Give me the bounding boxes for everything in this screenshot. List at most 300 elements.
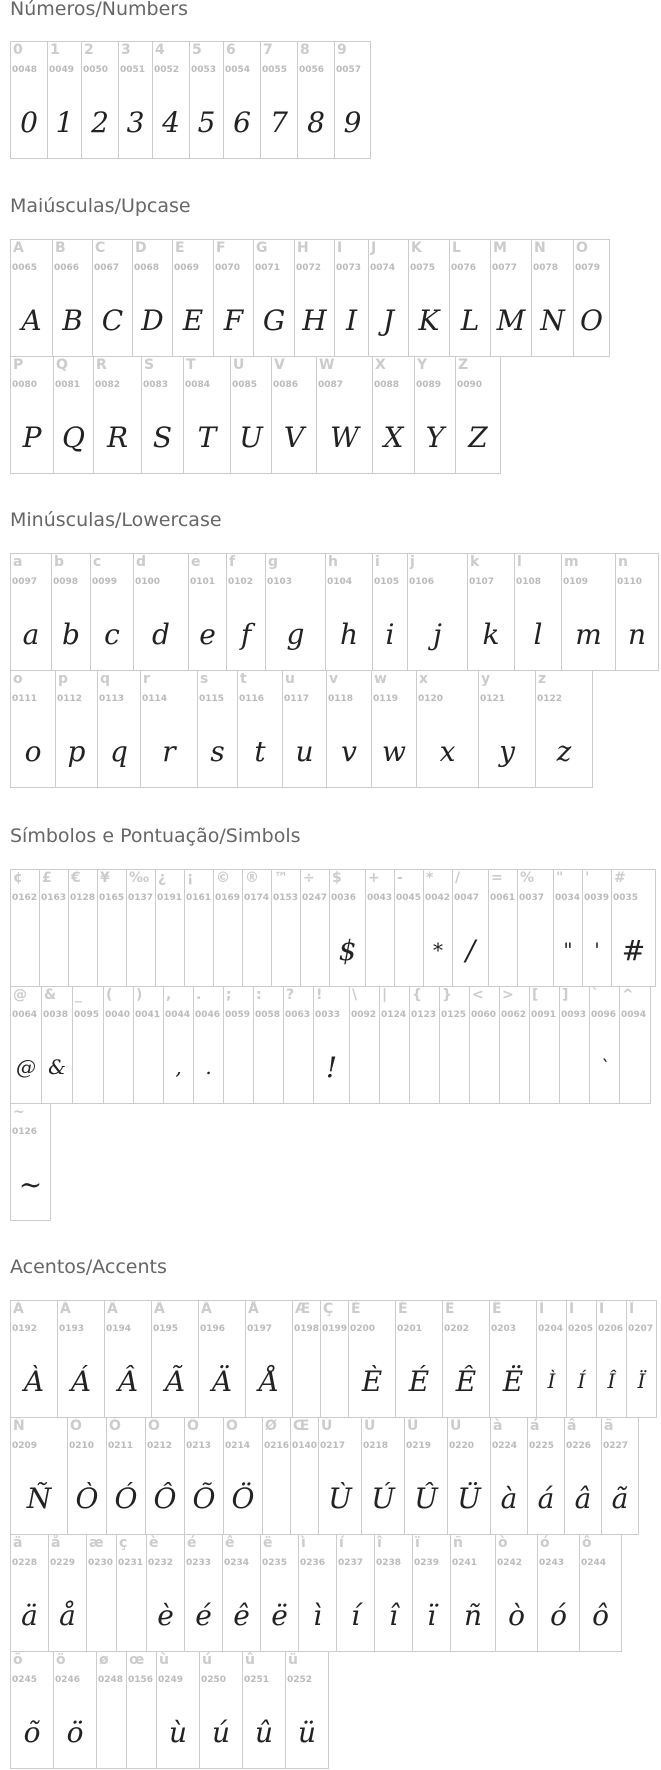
character-code: 0067 <box>94 263 120 273</box>
character-code: 0247 <box>302 893 328 903</box>
character-code: 0246 <box>55 1675 81 1685</box>
character-code: 0196 <box>200 1324 226 1334</box>
character-label: v <box>329 671 339 687</box>
character-code: 0212 <box>147 1441 173 1451</box>
glyph-cell-0246 <box>53 1651 97 1769</box>
character-code: 0100 <box>135 577 161 587</box>
glyph-cell-0248 <box>96 1651 127 1769</box>
character-code: 0226 <box>566 1441 592 1451</box>
character-label: b <box>54 554 65 570</box>
character-label: L <box>452 240 461 256</box>
glyph-cell-0114 <box>140 670 198 788</box>
character-label: ™ <box>274 870 288 886</box>
character-code: 0111 <box>12 694 38 704</box>
glyph-sample: O <box>580 304 603 337</box>
glyph-cell-0033 <box>313 986 350 1104</box>
glyph-cell-0044 <box>163 986 194 1104</box>
glyph-sample: 4 <box>162 106 180 139</box>
character-code: 0074 <box>370 263 396 273</box>
character-code: 0213 <box>186 1441 212 1451</box>
glyph-cell-0042 <box>423 869 453 987</box>
character-label: ¢ <box>13 870 23 886</box>
character-label: Ü <box>450 1418 462 1434</box>
glyph-cell-0039 <box>582 869 612 987</box>
glyph-sample: Ü <box>457 1482 481 1515</box>
glyph-cell-0115 <box>197 670 238 788</box>
character-label: Y <box>417 357 428 373</box>
character-label: R <box>96 357 107 373</box>
character-code: 0106 <box>409 577 435 587</box>
character-label: £ <box>42 870 52 886</box>
character-label: Ó <box>109 1418 121 1434</box>
character-code: 0220 <box>449 1441 475 1451</box>
glyph-cell-0113 <box>97 670 141 788</box>
character-label: å <box>51 1535 61 1551</box>
glyph-cell-0207 <box>626 1300 657 1418</box>
character-code: 0116 <box>239 694 265 704</box>
character-label: ® <box>245 870 259 886</box>
character-code: 0119 <box>373 694 399 704</box>
glyph-sample: ã <box>611 1482 629 1515</box>
character-label: ã <box>604 1418 614 1434</box>
character-code: 0052 <box>154 65 180 75</box>
character-label: ; <box>226 987 232 1003</box>
glyph-cell-0196 <box>198 1300 246 1418</box>
glyph-sample: s <box>210 735 225 768</box>
character-label: S <box>144 357 155 373</box>
glyph-sample: c <box>104 618 120 651</box>
character-code: 0198 <box>294 1324 320 1334</box>
glyph-cell-0107 <box>467 553 515 671</box>
character-label: í <box>339 1535 344 1551</box>
glyph-sample: $ <box>338 934 357 967</box>
character-label: r <box>143 671 150 687</box>
glyph-cell-0093 <box>559 986 590 1104</box>
glyph-cell-0137 <box>126 869 156 987</box>
character-code: 0049 <box>49 65 75 75</box>
character-label: y <box>481 671 491 687</box>
glyph-cell-0206 <box>596 1300 627 1418</box>
character-label: a <box>13 554 23 570</box>
glyph-cell-0250 <box>199 1651 243 1769</box>
glyph-cell-0087 <box>316 356 373 474</box>
glyph-cell-0052 <box>152 41 190 159</box>
glyph-cell-0199 <box>320 1300 349 1418</box>
glyph-sample: Y <box>425 421 445 454</box>
glyph-cell-0078 <box>531 239 574 357</box>
character-code: 0197 <box>247 1324 273 1334</box>
character-code: 0153 <box>273 893 299 903</box>
glyph-sample: í <box>351 1599 360 1632</box>
character-code: 0062 <box>501 1010 527 1020</box>
glyph-sample: Ö <box>231 1482 255 1515</box>
character-code: 0209 <box>12 1441 38 1451</box>
glyph-cell-0228 <box>10 1534 49 1652</box>
character-label: $ <box>332 870 342 886</box>
glyph-sample: å <box>59 1599 76 1632</box>
character-code: 0109 <box>563 577 589 587</box>
glyph-cell-0123 <box>409 986 440 1104</box>
character-label: Ç <box>323 1301 334 1317</box>
character-code: 0174 <box>244 893 270 903</box>
glyph-sample: b <box>62 618 80 651</box>
glyph-cell-0097 <box>10 553 52 671</box>
glyph-sample: x <box>439 735 456 768</box>
glyph-sample: Ú <box>371 1482 395 1515</box>
glyph-sample: Î <box>607 1369 616 1393</box>
glyph-cell-0201 <box>395 1300 443 1418</box>
character-code: 0092 <box>351 1010 377 1020</box>
glyph-sample: C <box>101 304 124 337</box>
glyph-sample: Ë <box>502 1365 524 1398</box>
character-code: 0192 <box>12 1324 38 1334</box>
glyph-cell-0226 <box>564 1417 602 1535</box>
character-label: G <box>256 240 268 256</box>
glyph-cell-0156 <box>126 1651 157 1769</box>
character-code: 0114 <box>142 694 168 704</box>
character-label: J <box>371 240 377 256</box>
glyph-cell-0056 <box>297 41 335 159</box>
glyph-cell-0126 <box>10 1103 51 1221</box>
glyph-sample: é <box>195 1599 212 1632</box>
character-code: 0112 <box>57 694 83 704</box>
glyph-cell-0193 <box>57 1300 105 1418</box>
glyph-sample: y <box>499 735 515 768</box>
glyph-sample: r <box>162 735 176 768</box>
character-label: á <box>530 1418 540 1434</box>
character-code: 0234 <box>224 1558 250 1568</box>
glyph-sample: ú <box>211 1716 231 1749</box>
glyph-sample: E <box>182 304 204 337</box>
character-label: ë <box>263 1535 273 1551</box>
glyph-cell-0050 <box>81 41 119 159</box>
character-code: 0102 <box>228 577 254 587</box>
character-code: 0117 <box>284 694 310 704</box>
character-code: 0104 <box>327 577 353 587</box>
glyph-cell-0165 <box>97 869 127 987</box>
character-code: 0055 <box>262 65 288 75</box>
character-code: 0108 <box>516 577 542 587</box>
character-label: ! <box>316 987 323 1003</box>
glyph-sample: ò <box>508 1599 525 1632</box>
character-label: g <box>268 554 279 570</box>
glyph-cell-0210 <box>67 1417 107 1535</box>
character-code: 0248 <box>98 1675 124 1685</box>
glyph-sample: m <box>575 618 602 651</box>
character-code: 0039 <box>584 893 610 903</box>
character-label: ú <box>202 1652 212 1668</box>
character-code: 0120 <box>418 694 444 704</box>
glyph-cell-0229 <box>48 1534 87 1652</box>
glyph-cell-0108 <box>514 553 562 671</box>
glyph-sample: , <box>175 1055 182 1079</box>
character-code: 0156 <box>128 1675 154 1685</box>
character-code: 0047 <box>454 893 480 903</box>
glyph-sample: ! <box>325 1051 338 1084</box>
glyph-sample: û <box>254 1716 274 1749</box>
character-label: Ø <box>265 1418 277 1434</box>
character-label: : <box>256 987 262 1003</box>
glyph-sample: ` <box>599 1055 610 1079</box>
glyph-cell-0218 <box>361 1417 405 1535</box>
glyph-sample: t <box>254 735 266 768</box>
glyph-cell-0057 <box>334 41 371 159</box>
character-label: / <box>455 870 461 886</box>
glyph-cell-0048 <box>10 41 48 159</box>
glyph-cell-0233 <box>184 1534 223 1652</box>
character-label: ò <box>498 1535 508 1551</box>
glyph-cell-0162 <box>10 869 40 987</box>
glyph-cell-0091 <box>529 986 560 1104</box>
glyph-cell-0072 <box>294 239 335 357</box>
character-label: ù <box>159 1652 169 1668</box>
character-code: 0229 <box>50 1558 76 1568</box>
glyph-sample: N <box>540 304 565 337</box>
glyph-sample: ê <box>233 1599 250 1632</box>
glyph-sample: ó <box>550 1599 567 1632</box>
glyph-cell-0082 <box>93 356 142 474</box>
glyph-cell-0083 <box>141 356 184 474</box>
character-code: 0122 <box>537 694 563 704</box>
glyph-cell-0109 <box>561 553 616 671</box>
character-label: k <box>470 554 480 570</box>
glyph-cell-0080 <box>10 356 54 474</box>
glyph-sample: i <box>385 618 395 651</box>
glyph-cell-0124 <box>379 986 410 1104</box>
glyph-cell-0041 <box>133 986 164 1104</box>
glyph-cell-0128 <box>68 869 98 987</box>
character-label: ? <box>286 987 295 1003</box>
character-code: 0121 <box>480 694 506 704</box>
character-label: ç <box>119 1535 128 1551</box>
character-label: ü <box>288 1652 298 1668</box>
glyph-cell-0062 <box>499 986 530 1104</box>
glyph-sample: à <box>500 1482 518 1515</box>
glyph-cell-0217 <box>318 1417 362 1535</box>
character-label: e <box>191 554 201 570</box>
glyph-cell-0068 <box>132 239 173 357</box>
character-label: q <box>100 671 111 687</box>
glyph-sample: Â <box>117 1365 139 1398</box>
character-label: d <box>136 554 147 570</box>
glyph-cell-0102 <box>226 553 266 671</box>
character-label: ï <box>415 1535 420 1551</box>
character-label: Q <box>56 357 68 373</box>
glyph-cell-0076 <box>449 239 491 357</box>
character-code: 0235 <box>262 1558 288 1568</box>
character-label: ) <box>136 987 143 1003</box>
glyph-cell-0112 <box>55 670 98 788</box>
glyph-cell-0212 <box>145 1417 185 1535</box>
character-code: 0077 <box>492 263 518 273</box>
character-code: 0075 <box>410 263 436 273</box>
character-code: 0236 <box>300 1558 326 1568</box>
glyph-cell-0079 <box>573 239 610 357</box>
character-label: Ï <box>629 1301 635 1317</box>
character-code: 0252 <box>287 1675 313 1685</box>
glyph-cell-0077 <box>490 239 532 357</box>
glyph-cell-0232 <box>146 1534 185 1652</box>
character-code: 0036 <box>331 893 357 903</box>
glyph-sample: n <box>627 618 647 651</box>
character-label: Ä <box>201 1301 212 1317</box>
glyph-cell-0040 <box>103 986 134 1104</box>
glyph-cell-0244 <box>579 1534 622 1652</box>
character-label: C <box>95 240 106 256</box>
glyph-cell-0037 <box>517 869 554 987</box>
section-title-simbols: Símbolos e Pontuação/Simbols <box>10 825 301 847</box>
character-label: > <box>502 987 514 1003</box>
character-code: 0125 <box>441 1010 467 1020</box>
character-label: ~ <box>13 1104 25 1120</box>
character-code: 0107 <box>469 577 495 587</box>
character-code: 0206 <box>598 1324 624 1334</box>
character-label: Ñ <box>13 1418 25 1434</box>
glyph-cell-0191 <box>155 869 185 987</box>
character-code: 0231 <box>118 1558 144 1568</box>
character-code: 0098 <box>53 577 79 587</box>
character-code: 0038 <box>43 1010 69 1020</box>
character-label: 6 <box>226 42 236 58</box>
character-code: 0124 <box>381 1010 407 1020</box>
glyph-cell-0034 <box>553 869 583 987</box>
character-label: i <box>375 554 380 570</box>
character-label: 4 <box>155 42 165 58</box>
character-label: Ë <box>492 1301 502 1317</box>
character-label: V <box>274 357 285 373</box>
glyph-sample: ï <box>427 1599 436 1632</box>
character-label: & <box>44 987 57 1003</box>
character-code: 0096 <box>591 1010 617 1020</box>
character-label: ' <box>585 870 590 886</box>
character-label: é <box>187 1535 197 1551</box>
glyph-cell-0099 <box>90 553 134 671</box>
character-label: x <box>419 671 429 687</box>
glyph-sample: Ô <box>153 1482 177 1515</box>
glyph-cell-0140 <box>290 1417 319 1535</box>
character-label: \ <box>352 987 358 1003</box>
character-code: 0078 <box>533 263 559 273</box>
glyph-sample: T <box>197 421 217 454</box>
character-code: 0094 <box>621 1010 647 1020</box>
character-code: 0071 <box>255 263 281 273</box>
character-label: O <box>576 240 588 256</box>
character-code: 0193 <box>59 1324 85 1334</box>
character-code: 0242 <box>497 1558 523 1568</box>
glyph-sample: . <box>205 1055 212 1079</box>
character-code: 0060 <box>471 1010 497 1020</box>
character-label: Æ <box>295 1301 311 1317</box>
glyph-cell-0234 <box>222 1534 261 1652</box>
character-code: 0083 <box>143 380 169 390</box>
glyph-cell-0085 <box>230 356 272 474</box>
character-label: Û <box>407 1418 419 1434</box>
character-code: 0101 <box>190 577 216 587</box>
glyph-cell-0122 <box>535 670 593 788</box>
character-code: 0093 <box>561 1010 587 1020</box>
glyph-sample: e <box>199 618 216 651</box>
glyph-cell-0243 <box>537 1534 580 1652</box>
glyph-cell-0247 <box>300 869 330 987</box>
character-code: 0079 <box>575 263 601 273</box>
glyph-cell-0117 <box>282 670 327 788</box>
glyph-cell-0239 <box>412 1534 451 1652</box>
glyph-sample: Z <box>468 421 488 454</box>
character-code: 0072 <box>296 263 322 273</box>
character-label: ô <box>582 1535 592 1551</box>
character-label: { <box>412 987 422 1003</box>
glyph-cell-0118 <box>326 670 372 788</box>
character-code: 0214 <box>225 1441 251 1451</box>
glyph-cell-0192 <box>10 1300 58 1418</box>
glyph-cell-0070 <box>213 239 254 357</box>
glyph-sample: ' <box>594 938 600 962</box>
character-code: 0123 <box>411 1010 437 1020</box>
glyph-cell-0202 <box>442 1300 490 1418</box>
glyph-sample: W <box>330 421 359 454</box>
character-label: ‰ <box>129 870 150 886</box>
glyph-cell-0209 <box>10 1417 68 1535</box>
character-code: 0250 <box>201 1675 227 1685</box>
glyph-cell-0098 <box>51 553 91 671</box>
glyph-cell-0238 <box>374 1534 413 1652</box>
character-label: D <box>135 240 147 256</box>
character-label: l <box>517 554 522 570</box>
glyph-cell-0058 <box>253 986 284 1104</box>
character-code: 0041 <box>135 1010 161 1020</box>
character-code: 0063 <box>285 1010 311 1020</box>
character-code: 0137 <box>128 893 154 903</box>
character-code: 0103 <box>267 577 293 587</box>
glyph-sample: P <box>22 421 42 454</box>
character-code: 0238 <box>376 1558 402 1568</box>
glyph-cell-0213 <box>184 1417 224 1535</box>
character-label: ¡ <box>187 870 194 886</box>
glyph-cell-0046 <box>193 986 224 1104</box>
character-label: ] <box>562 987 569 1003</box>
character-label: È <box>351 1301 361 1317</box>
glyph-sample: " <box>563 938 573 962</box>
glyph-cell-0071 <box>253 239 295 357</box>
glyph-sample: 0 <box>20 106 38 139</box>
character-code: 0228 <box>12 1558 38 1568</box>
character-label: ì <box>301 1535 306 1551</box>
glyph-sample: A <box>21 304 42 337</box>
character-code: 0064 <box>12 1010 38 1020</box>
glyph-sample: V <box>283 421 305 454</box>
glyph-sample: I <box>345 304 358 337</box>
glyph-cell-0225 <box>527 1417 565 1535</box>
character-code: 0118 <box>328 694 354 704</box>
glyph-sample: F <box>223 304 244 337</box>
character-label: j <box>410 554 415 570</box>
glyph-cell-0194 <box>104 1300 152 1418</box>
character-code: 0059 <box>225 1010 251 1020</box>
glyph-cell-0047 <box>452 869 489 987</box>
glyph-sample: h <box>339 618 359 651</box>
character-code: 0089 <box>416 380 442 390</box>
glyph-cell-0235 <box>260 1534 299 1652</box>
glyph-cell-0089 <box>414 356 456 474</box>
character-code: 0054 <box>225 65 251 75</box>
character-label: n <box>618 554 628 570</box>
character-label: æ <box>89 1535 104 1551</box>
glyph-cell-0064 <box>10 986 42 1104</box>
character-code: 0205 <box>568 1324 594 1334</box>
character-code: 0091 <box>531 1010 557 1020</box>
character-code: 0076 <box>451 263 477 273</box>
character-code: 0201 <box>397 1324 423 1334</box>
